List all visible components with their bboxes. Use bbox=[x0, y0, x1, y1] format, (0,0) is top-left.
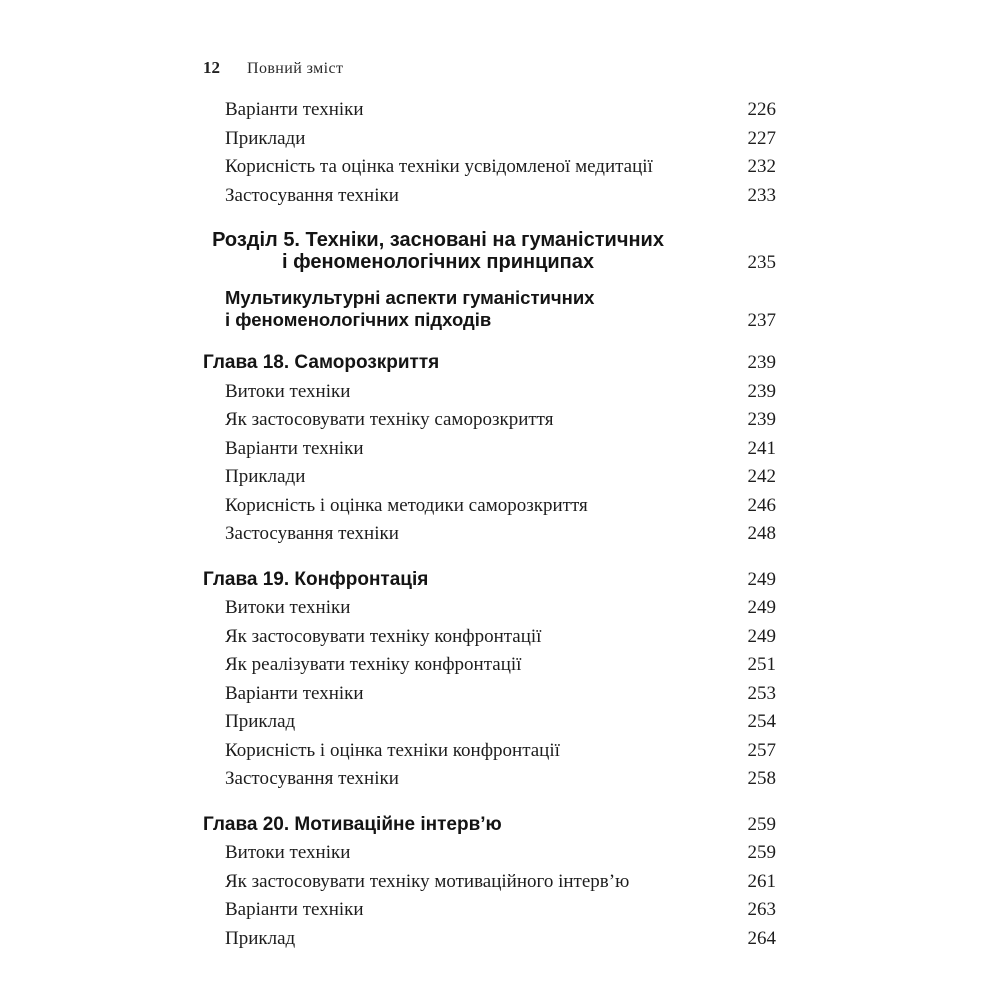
toc-entry bbox=[203, 839, 776, 868]
toc-entry-title: Варіанти техніки bbox=[225, 682, 364, 704]
toc-entry bbox=[203, 182, 776, 211]
toc-entry-page: 233 bbox=[747, 184, 776, 206]
toc-entry bbox=[203, 737, 776, 766]
toc-entry-title: Витоки техніки bbox=[225, 597, 351, 618]
toc-entry-page: 261 bbox=[747, 870, 776, 892]
toc-entry bbox=[203, 463, 776, 492]
toc-entry-page: 259 bbox=[747, 813, 776, 835]
toc-entry-title: Витоки техніки bbox=[225, 380, 351, 402]
toc-entry bbox=[203, 566, 776, 595]
toc-entry-page: 249 bbox=[747, 597, 776, 618]
toc-entry-page: 249 bbox=[747, 625, 776, 647]
toc-entry-title bbox=[203, 284, 594, 332]
toc-entry-page: 258 bbox=[747, 768, 776, 789]
toc-entry-page: 239 bbox=[747, 380, 776, 402]
toc-entry-page: 259 bbox=[747, 842, 776, 863]
toc-entry-title-line1: Розділ 5. Техніки, засновані на гуманістичних bbox=[212, 229, 664, 251]
toc-entry-page: 242 bbox=[747, 466, 776, 487]
toc-entry-page: 251 bbox=[747, 654, 776, 675]
toc-entry-title: Приклади bbox=[225, 466, 306, 487]
toc-entry bbox=[203, 623, 776, 652]
page-number: 12 bbox=[203, 58, 220, 77]
toc-entry-page: 248 bbox=[747, 523, 776, 544]
running-title: Повний зміст bbox=[247, 60, 344, 77]
toc-entry bbox=[203, 896, 776, 925]
toc-entry bbox=[203, 651, 776, 680]
toc-list bbox=[203, 96, 776, 953]
toc-entry bbox=[203, 811, 776, 840]
toc-entry-title: Глава 20. Мотиваційне інтерв’ю bbox=[203, 813, 502, 835]
toc-entry-title: Як застосовувати техніку саморозкриття bbox=[225, 409, 554, 430]
toc-entry-title: Витоки техніки bbox=[225, 842, 351, 863]
toc-entry-title: Варіанти техніки bbox=[225, 899, 364, 920]
toc-entry bbox=[203, 349, 776, 378]
toc-entry-page: 227 bbox=[747, 127, 776, 149]
toc-entry-title: Як застосовувати техніку конфронтації bbox=[225, 625, 542, 647]
toc-entry-page: 264 bbox=[747, 927, 776, 949]
toc-entry bbox=[203, 868, 776, 897]
toc-entry-page: 263 bbox=[747, 899, 776, 920]
toc-entry bbox=[203, 406, 776, 435]
toc-entry bbox=[203, 435, 776, 464]
toc-content bbox=[203, 58, 776, 953]
toc-entry-title: Глава 19. Конфронтація bbox=[203, 568, 429, 590]
toc-entry-page: 232 bbox=[747, 156, 776, 177]
toc-entry-title-line1: Мультикультурні аспекти гуманістичних bbox=[225, 287, 595, 308]
toc-entry-title: Варіанти техніки bbox=[225, 99, 364, 120]
toc-entry bbox=[203, 284, 776, 332]
toc-entry-title: Як застосовувати техніку мотиваційного інтерв’ю bbox=[225, 870, 630, 892]
toc-entry-title: Застосування техніки bbox=[225, 184, 399, 206]
toc-entry-title: Варіанти техніки bbox=[225, 437, 364, 459]
toc-entry bbox=[203, 925, 776, 954]
toc-entry-title: Корисність і оцінка методики саморозкриття bbox=[225, 494, 588, 516]
toc-entry-title: Застосування техніки bbox=[225, 523, 399, 544]
toc-entry-page: 249 bbox=[747, 568, 776, 590]
toc-entry-page: 254 bbox=[747, 711, 776, 732]
toc-entry-title-line2: і феноменологічних принципах bbox=[281, 251, 595, 273]
toc-entry-page: 226 bbox=[747, 99, 776, 120]
toc-entry bbox=[203, 708, 776, 737]
toc-entry-title: Глава 18. Саморозкриття bbox=[203, 352, 440, 373]
toc-entry-title: Приклад bbox=[225, 711, 296, 732]
toc-entry-page: 253 bbox=[747, 682, 776, 704]
toc-entry-title: Приклад bbox=[225, 927, 296, 949]
toc-entry-page: 239 bbox=[747, 352, 776, 373]
toc-entry bbox=[203, 378, 776, 407]
running-head bbox=[203, 58, 776, 79]
toc-entry-page: 239 bbox=[747, 409, 776, 430]
toc-entry-title: Застосування техніки bbox=[225, 768, 399, 789]
toc-entry-title: Корисність та оцінка техніки усвідомленої медитації bbox=[225, 156, 653, 177]
toc-entry bbox=[203, 765, 776, 794]
toc-entry-page: 241 bbox=[747, 437, 776, 459]
toc-entry bbox=[203, 226, 776, 274]
toc-entry bbox=[203, 96, 776, 125]
toc-entry-title: Як реалізувати техніку конфронтації bbox=[225, 654, 522, 675]
toc-entry bbox=[203, 153, 776, 182]
toc-entry-title bbox=[203, 226, 673, 274]
toc-entry bbox=[203, 520, 776, 549]
toc-entry-page: 246 bbox=[747, 494, 776, 516]
toc-entry-page: 257 bbox=[747, 739, 776, 761]
toc-entry bbox=[203, 125, 776, 154]
toc-entry-page: 237 bbox=[747, 310, 776, 331]
toc-entry-title-line2: і феноменологічних підходів bbox=[225, 309, 492, 330]
toc-entry-title: Корисність і оцінка техніки конфронтації bbox=[225, 739, 560, 761]
toc-entry bbox=[203, 594, 776, 623]
toc-entry-page: 235 bbox=[747, 252, 776, 273]
toc-entry bbox=[203, 680, 776, 709]
toc-entry bbox=[203, 492, 776, 521]
toc-entry-title: Приклади bbox=[225, 127, 306, 149]
